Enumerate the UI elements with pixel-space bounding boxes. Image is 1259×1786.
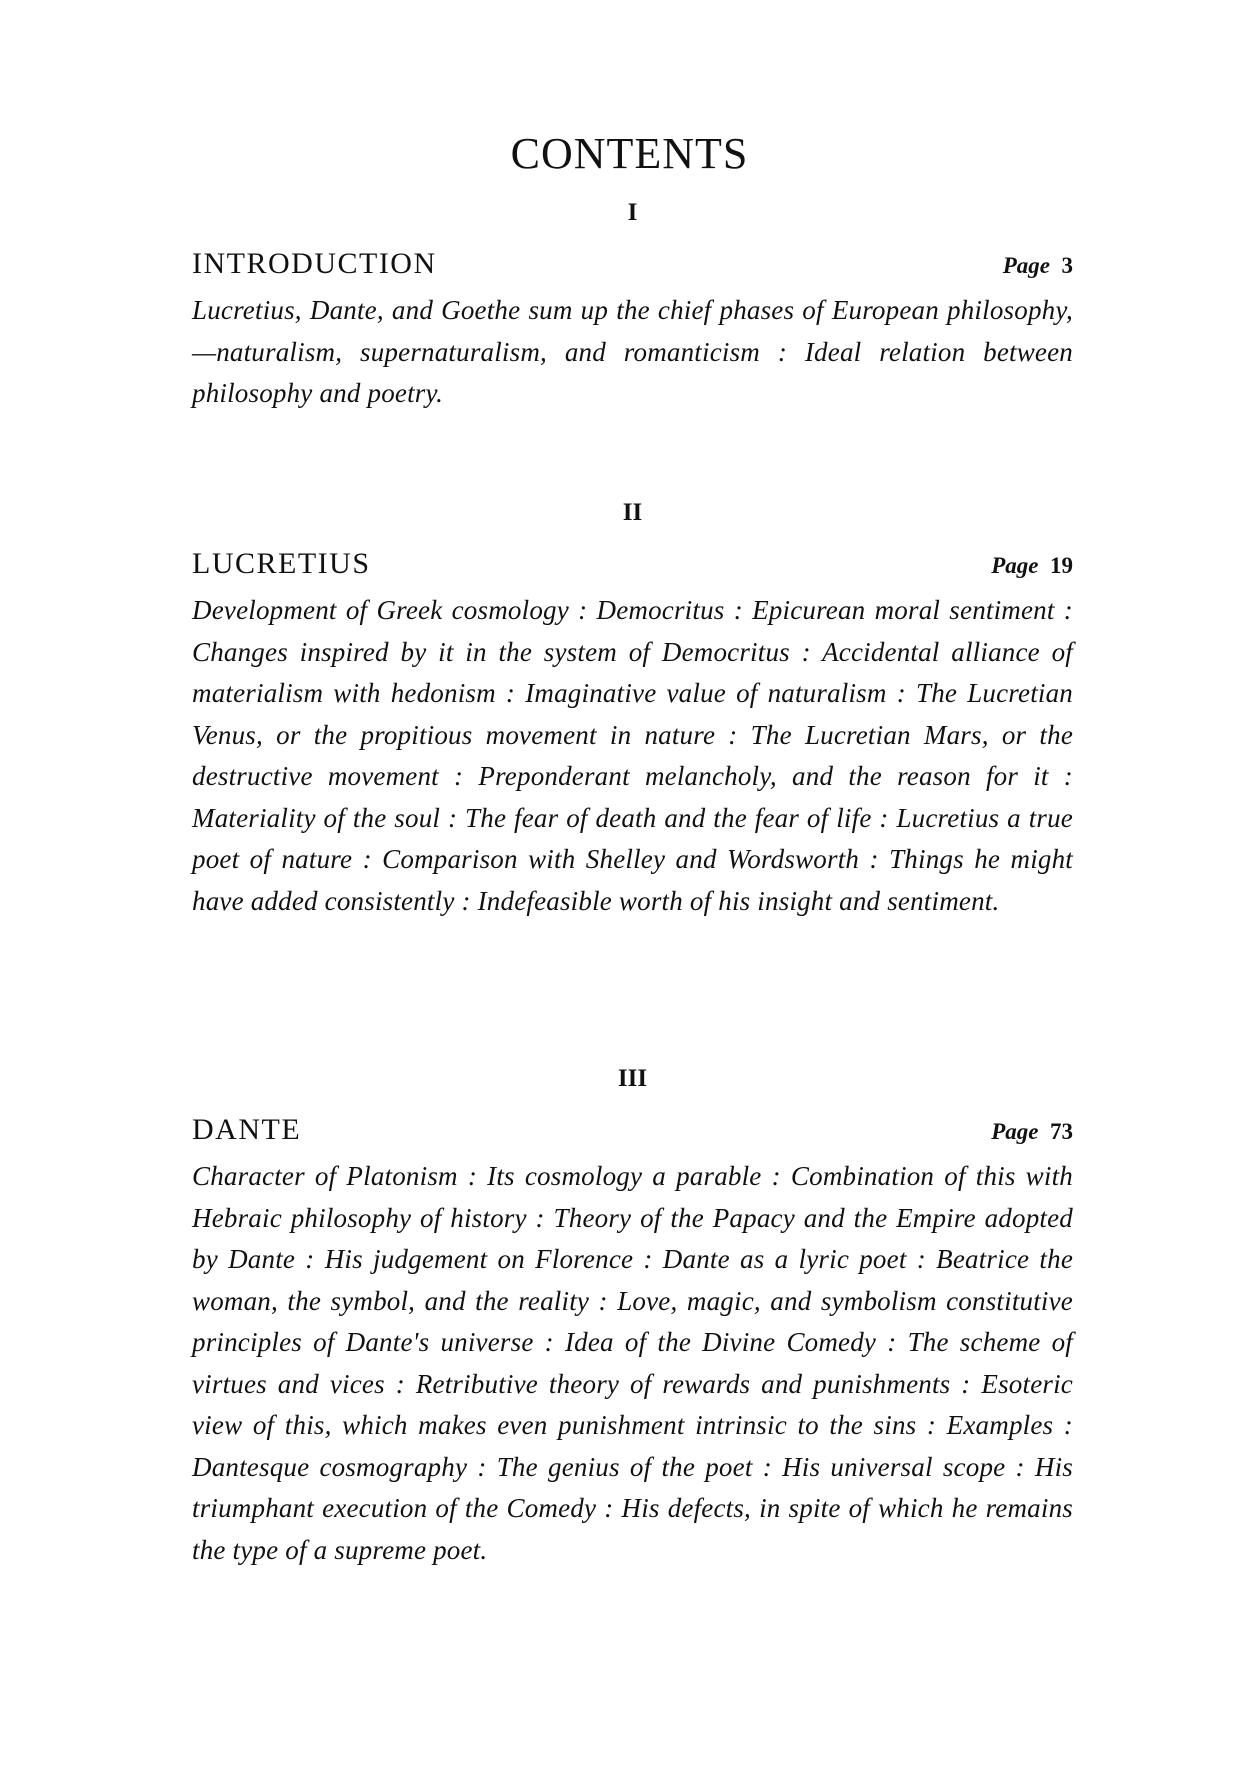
chapter-summary: Lucretius, Dante, and Goethe sum up the chief phases of European philosophy,—naturalism, supernaturalism, and romanticism : Ideal relation between philosophy and poetry.: [192, 295, 1073, 408]
page-number: 73: [1050, 1119, 1073, 1144]
page-label: Page: [1002, 253, 1050, 278]
chapter-entry-lucretius: [192, 498, 1073, 922]
chapter-summary: Development of Greek cosmology : Democritus : Epicurean moral sentiment : Changes inspired by it in the system of Democritus : Accidental alliance of materialism with hedonism : Imaginative value of naturalism : The Lucretian Venus, or the propitious movement in nature : The Lucretian Mars, or the destructive movement : Preponderant melancholy, and the reason for it : Materiality of the soul : The fear of death and the fear of life : Lucretius a true poet of nature : Comparison with Shelley and Wordsworth : Things he might have added consistently : Indefeasible worth of his insight and sentiment.: [192, 595, 1073, 916]
chapter-summary: Character of Platonism : Its cosmology a parable : Combination of this with Hebraic philosophy of history : Theory of the Papacy and the Empire adopted by Dante : His judgement on Florence : Dante as a lyric poet : Beatrice the woman, the symbol, and the reality : Love, magic, and symbolism constitutive principles of Dante's universe : Idea of the Divine Comedy : The scheme of virtues and vices : Retributive theory of rewards and punishments : Esoteric view of this, which makes even punishment intrinsic to the sins : Examples : Dantesque cosmography : The genius of the poet : His universal scope : His triumphant execution of the Comedy : His defects, in spite of which he remains the type of a supreme poet.: [192, 1161, 1073, 1565]
chapter-numeral: III: [617, 1065, 648, 1092]
page-label: Page: [991, 553, 1039, 578]
chapter-numeral: I: [627, 199, 638, 226]
page-number: 3: [1061, 253, 1073, 278]
chapter-heading-row: [192, 244, 1073, 286]
page-label: Page: [991, 1119, 1039, 1144]
page-title: CONTENTS: [510, 129, 749, 178]
chapter-page-reference: [1003, 246, 1073, 286]
chapter-entry-dante: [192, 1064, 1073, 1571]
chapter-heading[interactable]: INTRODUCTION: [192, 247, 437, 280]
chapter-entry-introduction: [192, 198, 1073, 415]
chapter-heading-row: [192, 544, 1073, 586]
page-number: 19: [1050, 553, 1073, 578]
chapter-heading[interactable]: DANTE: [192, 1113, 302, 1146]
chapter-page-reference: [991, 546, 1073, 586]
chapter-page-reference: [991, 1112, 1073, 1152]
chapter-heading[interactable]: LUCRETIUS: [192, 547, 371, 580]
chapter-numeral: II: [622, 499, 643, 526]
chapter-heading-row: [192, 1110, 1073, 1152]
